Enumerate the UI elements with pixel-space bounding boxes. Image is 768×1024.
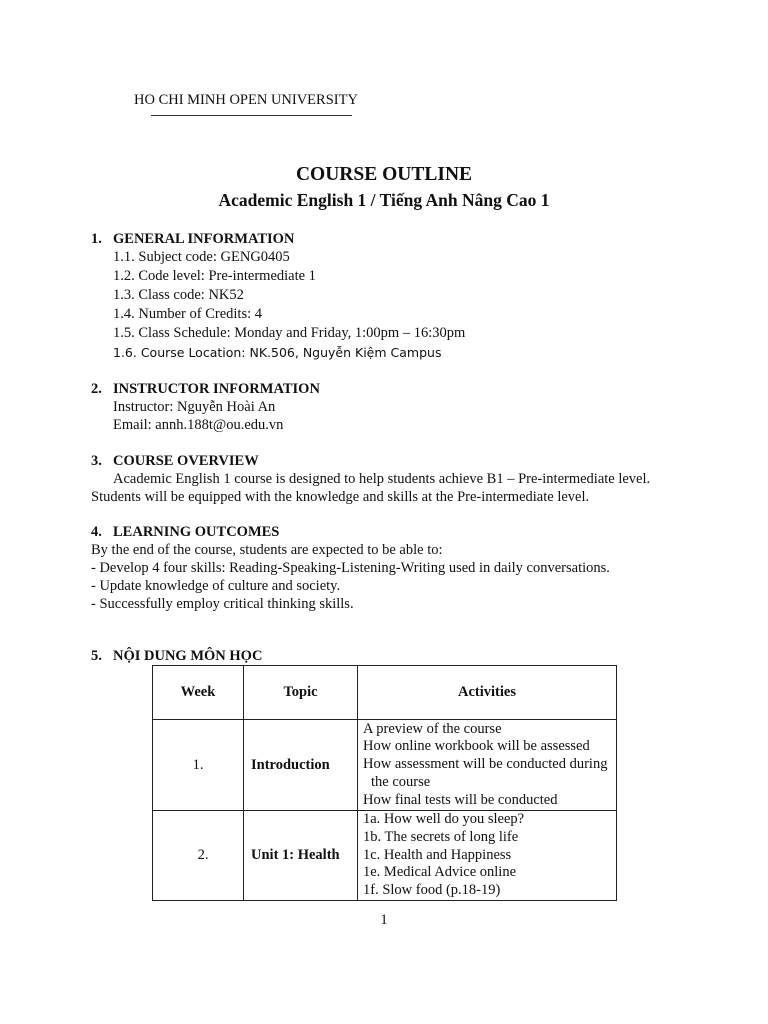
section-2-heading: INSTRUCTOR INFORMATION <box>113 381 320 397</box>
outcome-item: - Successfully employ critical thinking skills. <box>91 596 354 612</box>
table-header-row <box>153 666 617 720</box>
activity-line: A preview of the course <box>363 720 502 737</box>
activity-line: 1f. Slow food (p.18-19) <box>363 882 501 899</box>
outcome-item: - Update knowledge of culture and society. <box>91 578 341 594</box>
overview-line: Students will be equipped with the knowledge and skills at the Pre-intermediate level. <box>91 489 590 505</box>
activity-line: How final tests will be conducted <box>363 791 558 808</box>
activities-cell <box>358 720 617 811</box>
general-item: 1.1. Subject code: GENG0405 <box>113 249 290 265</box>
activity-line: How assessment will be conducted during <box>363 756 608 773</box>
general-item: 1.4. Number of Credits: 4 <box>113 306 263 322</box>
course-content-table <box>152 665 617 901</box>
activity-line: 1c. Health and Happiness <box>363 846 512 863</box>
general-item: 1.5. Class Schedule: Monday and Friday, 1:00pm – 16:30pm <box>113 325 466 341</box>
instructor-name: Instructor: Nguyễn Hoài An <box>113 399 276 415</box>
header-topic: Topic <box>244 666 358 720</box>
general-item-location: 1.6. Course Location: NK.506, Nguyễn Kiệm Campus <box>113 345 442 360</box>
header-week: Week <box>153 666 244 720</box>
activity-line: 1b. The secrets of long life <box>363 828 519 845</box>
instructor-email: Email: annh.188t@ou.edu.vn <box>113 417 284 433</box>
table-row <box>153 720 617 811</box>
outcomes-intro: By the end of the course, students are expected to be able to: <box>91 542 443 558</box>
outcome-item: - Develop 4 four skills: Reading-Speaking-Listening-Writing used in daily conversations. <box>91 560 610 576</box>
topic-cell: Introduction <box>244 720 358 811</box>
university-name: HO CHI MINH OPEN UNIVERSITY <box>134 92 358 108</box>
general-item: 1.3. Class code: NK52 <box>113 287 244 303</box>
section-3-heading: COURSE OVERVIEW <box>113 453 259 469</box>
activities-cell <box>358 811 617 901</box>
table-row <box>153 811 617 901</box>
header-activities: Activities <box>358 666 617 720</box>
section-1-heading: GENERAL INFORMATION <box>113 231 295 247</box>
document-title: COURSE OUTLINE <box>295 164 473 185</box>
section-5-heading: NỘI DUNG MÔN HỌC <box>113 648 263 664</box>
section-4-heading: LEARNING OUTCOMES <box>113 524 280 540</box>
page-number: 1 <box>380 912 388 928</box>
activity-line: How online workbook will be assessed <box>363 738 590 755</box>
general-item: 1.2. Code level: Pre-intermediate 1 <box>113 268 316 284</box>
section-1-number: 1. <box>91 231 102 247</box>
document-subtitle: Academic English 1 / Tiếng Anh Nâng Cao 1 <box>218 190 550 210</box>
activity-line: 1e. Medical Advice online <box>363 864 517 881</box>
activity-line: the course <box>371 773 431 790</box>
activity-line: 1a. How well do you sleep? <box>363 811 525 827</box>
section-4-number: 4. <box>91 524 102 540</box>
section-2-number: 2. <box>91 381 102 397</box>
week-cell: 1. <box>153 720 244 811</box>
section-5-number: 5. <box>91 648 102 664</box>
overview-line: Academic English 1 course is designed to help students achieve B1 – Pre-intermediate level. <box>113 471 651 487</box>
topic-cell: Unit 1: Health <box>244 811 358 901</box>
university-underline <box>151 115 352 116</box>
week-cell: 2. <box>153 811 244 901</box>
section-3-number: 3. <box>91 453 102 469</box>
